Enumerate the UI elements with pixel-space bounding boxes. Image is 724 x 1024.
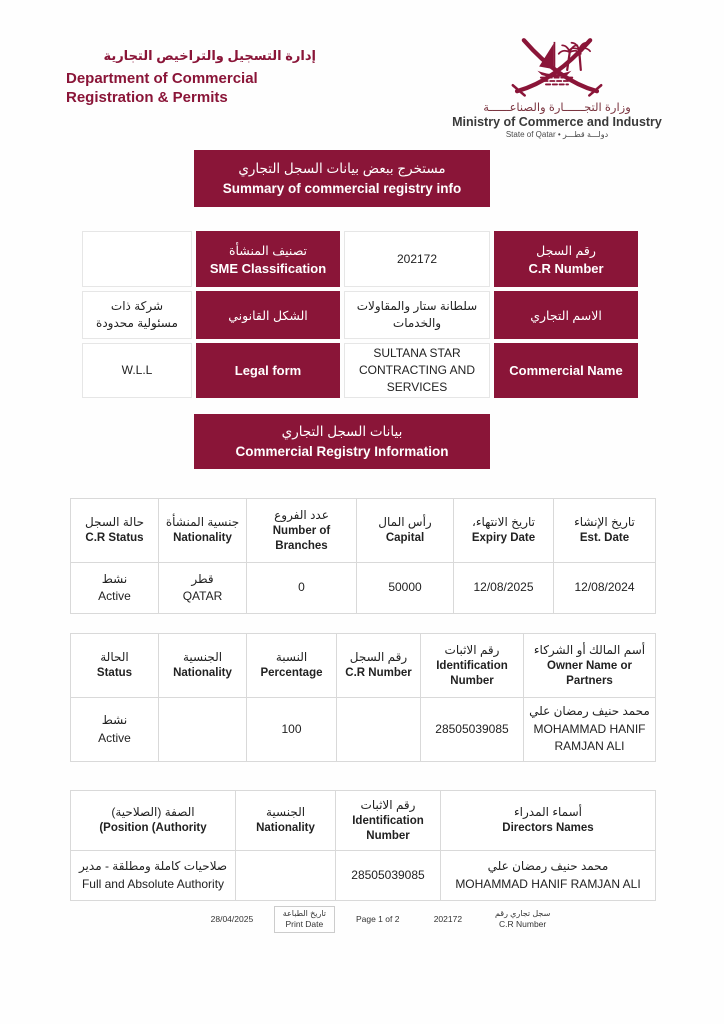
header-cr-status-arabic: حالة السجل xyxy=(84,515,145,530)
ministry-logo-icon xyxy=(499,30,615,98)
owner-status-arabic: الحالة xyxy=(100,650,129,665)
position-arabic: الصفة (الصلاحية) xyxy=(111,805,195,820)
summary-banner xyxy=(194,150,490,207)
header-owner-nationality xyxy=(159,634,247,698)
header-est-arabic: تاريخ الإنشاء xyxy=(574,515,635,530)
department-title-english-line1: Department of Commercial xyxy=(66,70,258,87)
position-english: (Position (Authority xyxy=(99,822,207,835)
header-number-of-branches xyxy=(247,499,357,563)
header-est-english: Est. Date xyxy=(579,532,630,545)
position-value-english: Full and Absolute Authority xyxy=(81,876,225,891)
sme-classification-header xyxy=(196,231,340,287)
ministry-name-arabic: وزارة التجــــــارة والصناعــــــة xyxy=(483,102,631,114)
legal-form-value-english: W.L.L xyxy=(82,343,192,398)
legal-form-header-arabic: الشكل القانوني xyxy=(228,308,308,323)
sme-classification-value xyxy=(82,231,192,287)
owner-cr-arabic: رقم السجل xyxy=(349,650,408,665)
cell-owner-status xyxy=(71,698,159,762)
owners-data-row xyxy=(71,698,656,762)
state-of-qatar-line: State of Qatar • دولـــة قطـــر xyxy=(505,130,609,139)
header-owner-status xyxy=(71,634,159,698)
commercial-name-header-english: Commercial Name xyxy=(509,363,623,378)
commercial-name-header-english-cell xyxy=(494,343,638,398)
cell-position-authority xyxy=(71,851,236,901)
legal-form-header-arabic-cell xyxy=(196,291,340,339)
footer-cr-label-arabic: سجل تجاري رقم xyxy=(494,909,551,918)
header-branches-arabic: عدد الفروع xyxy=(274,508,329,523)
cr-number-header xyxy=(494,231,638,287)
directors-names-arabic: أسماء المدراء xyxy=(514,805,582,820)
header-nationality xyxy=(159,499,247,563)
cell-owner-name xyxy=(524,698,656,762)
header-owner-id-number xyxy=(421,634,524,698)
cr-number-value: 202172 xyxy=(344,231,490,287)
cr-number-header-english: C.R Number xyxy=(528,260,604,276)
owner-status-value-arabic: نشط xyxy=(101,713,128,728)
cell-expiry-date: 12/08/2025 xyxy=(454,563,554,614)
owner-id-english: Identification Number xyxy=(436,660,508,687)
directors-table xyxy=(70,790,656,901)
header-director-nationality xyxy=(236,791,336,851)
registry-info-banner xyxy=(194,414,490,469)
owner-id-arabic: رقم الاثبات xyxy=(444,643,500,658)
header-nationality-arabic: جنسية المنشأة xyxy=(165,515,240,530)
department-title-english-line2: Registration & Permits xyxy=(66,88,228,106)
footer-cr-label-english: C.R Number xyxy=(499,919,547,930)
header-expiry-date xyxy=(454,499,554,563)
owners-header-row xyxy=(71,634,656,698)
sme-classification-header-arabic: تصنيف المنشأة xyxy=(228,243,308,258)
sme-classification-header-english: SME Classification xyxy=(209,260,327,276)
cell-nationality xyxy=(159,563,247,614)
cell-director-name xyxy=(441,851,656,901)
header-cr-status xyxy=(71,499,159,563)
owner-name-english-header: Owner Name or Partners xyxy=(547,660,632,687)
header-est-date xyxy=(554,499,656,563)
position-value-arabic: صلاحيات كاملة ومطلقة - مدير xyxy=(78,859,228,874)
owners-table xyxy=(70,633,656,762)
cell-owner-nationality xyxy=(159,698,247,762)
header-capital xyxy=(357,499,454,563)
header-director-id-number xyxy=(336,791,441,851)
header-nationality-english: Nationality xyxy=(173,532,232,545)
page-footer xyxy=(200,906,560,933)
cell-capital: 50000 xyxy=(357,563,454,614)
director-nationality-arabic: الجنسية xyxy=(265,805,306,820)
cr-number-header-arabic: رقم السجل xyxy=(536,243,596,258)
owner-status-english: Status xyxy=(96,667,133,680)
director-id-english: Identification Number xyxy=(352,815,424,842)
cell-cr-status xyxy=(71,563,159,614)
department-header xyxy=(66,48,316,108)
cell-est-date: 12/08/2024 xyxy=(554,563,656,614)
print-date-label xyxy=(274,906,335,933)
summary-banner-english: Summary of commercial registry info xyxy=(222,181,462,196)
header-branches-english: Number of Branches xyxy=(272,525,331,552)
print-date-label-english: Print Date xyxy=(285,919,324,930)
header-cr-status-english: C.R Status xyxy=(85,532,144,545)
header-expiry-english: Expiry Date xyxy=(471,532,536,545)
header-percentage xyxy=(247,634,337,698)
ministry-name-english: Ministry of Commerce and Industry xyxy=(452,115,662,129)
summary-banner-arabic: مستخرج ببعض بيانات السجل التجاري xyxy=(238,161,446,176)
print-date-label-arabic: تاريخ الطباعة xyxy=(282,909,326,918)
director-name-value-english: MOHAMMAD HANIF RAMJAN ALI xyxy=(455,876,641,891)
cell-percentage: 100 xyxy=(247,698,337,762)
header-directors-names xyxy=(441,791,656,851)
legal-form-header-english-cell xyxy=(196,343,340,398)
registry-info-banner-english: Commercial Registry Information xyxy=(235,444,449,459)
registry-status-data-row xyxy=(71,563,656,614)
header-position-authority xyxy=(71,791,236,851)
cr-status-arabic: نشط xyxy=(101,571,128,586)
header-expiry-arabic: تاريخ الانتهاء، xyxy=(471,515,536,530)
owner-cr-english: C.R Number xyxy=(345,667,412,680)
nationality-english: QATAR xyxy=(182,589,223,603)
commercial-name-value-english: SULTANA STAR CONTRACTING AND SERVICES xyxy=(344,343,490,398)
print-date-value: 28/04/2025 xyxy=(210,914,254,925)
company-info-grid xyxy=(82,231,638,398)
legal-form-header-english: Legal form xyxy=(234,363,302,378)
commercial-name-header-arabic: الاسم التجاري xyxy=(530,308,602,323)
nationality-arabic: قطر xyxy=(191,571,214,586)
header-owner-cr-number xyxy=(337,634,421,698)
page-indicator: Page 1 of 2 xyxy=(355,914,400,925)
header-capital-arabic: رأس المال xyxy=(378,515,432,530)
registry-status-header-row xyxy=(71,499,656,563)
percentage-english: Percentage xyxy=(260,667,323,680)
cell-director-nationality xyxy=(236,851,336,901)
cr-status-english: Active xyxy=(98,589,131,603)
directors-names-english: Directors Names xyxy=(502,822,594,835)
percentage-arabic: النسبة xyxy=(275,650,308,665)
footer-cr-number-value: 202172 xyxy=(433,914,463,925)
owner-nationality-arabic: الجنسية xyxy=(182,650,223,665)
legal-form-value-arabic: شركة ذات مسئولية محدودة xyxy=(82,291,192,339)
owner-nationality-english: Nationality xyxy=(173,667,232,680)
commercial-name-header-arabic-cell xyxy=(494,291,638,339)
cell-director-id-number: 28505039085 xyxy=(336,851,441,901)
owner-status-value-english: Active xyxy=(98,730,131,745)
director-id-arabic: رقم الاثبات xyxy=(360,798,416,813)
cell-owner-cr-number xyxy=(337,698,421,762)
header-owner-name xyxy=(524,634,656,698)
owner-name-value-english: MOHAMMAD HANIF RAMJAN ALI xyxy=(533,721,646,754)
director-nationality-english: Nationality xyxy=(256,822,315,835)
director-name-value-arabic: محمد حنيف رمضان علي xyxy=(487,859,609,874)
directors-header-row xyxy=(71,791,656,851)
footer-cr-number-label xyxy=(485,909,560,930)
directors-data-row xyxy=(71,851,656,901)
registry-info-banner-arabic: بيانات السجل التجاري xyxy=(281,424,403,439)
cell-branches: 0 xyxy=(247,563,357,614)
department-title-arabic: إدارة التسجيل والتراخيص التجارية xyxy=(103,48,316,63)
cell-owner-id-number: 28505039085 xyxy=(421,698,524,762)
registry-status-table xyxy=(70,498,656,614)
ministry-header xyxy=(448,30,666,139)
owner-name-arabic-header: أسم المالك أو الشركاء xyxy=(533,643,646,658)
header-capital-english: Capital xyxy=(385,532,425,545)
commercial-name-value-arabic: سلطانة ستار والمقاولات والخدمات xyxy=(344,291,490,339)
owner-name-value-arabic: محمد حنيف رمضان علي xyxy=(529,704,650,719)
